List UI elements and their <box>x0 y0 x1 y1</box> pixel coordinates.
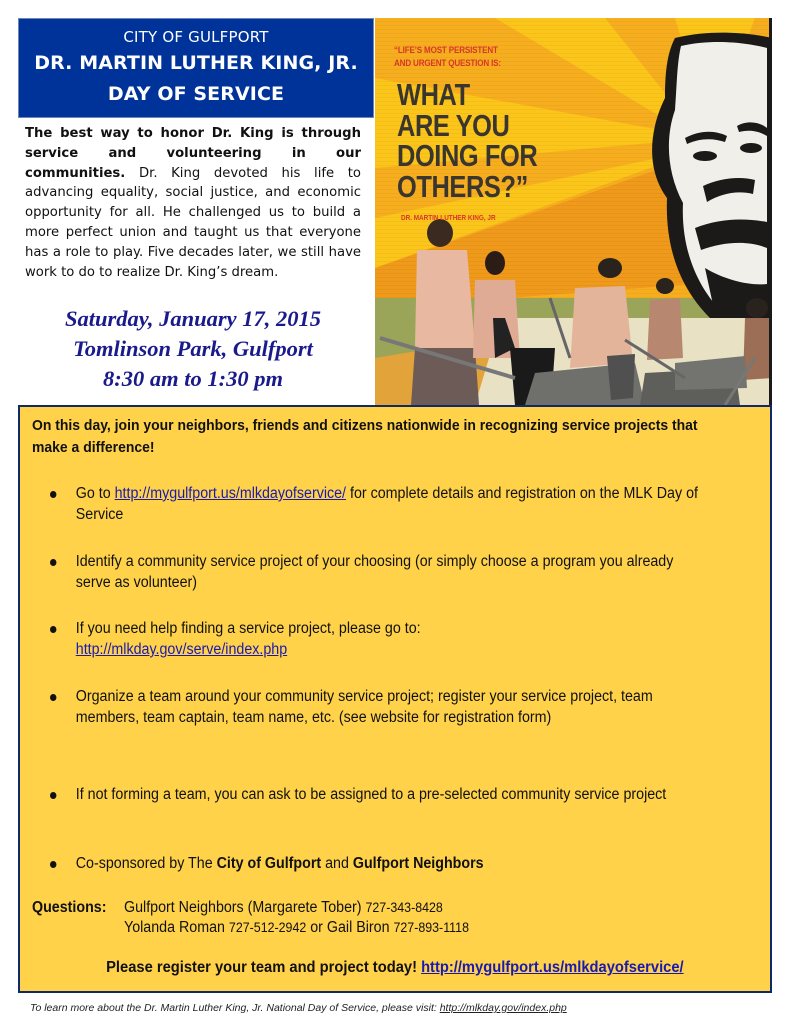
sponsor-city: City of Gulfport <box>216 855 322 872</box>
contact3-phone: 727-893-1118 <box>393 920 469 935</box>
bullet-item-organize <box>50 686 694 728</box>
mlkday-serve-link[interactable]: http://mlkday.gov/serve/index.php <box>75 641 288 658</box>
bullet-text: Co-sponsored by The <box>75 855 217 872</box>
bullet-text: Go to <box>75 485 115 502</box>
contact3-name: Gail Biron <box>326 919 394 936</box>
register-cta <box>20 959 770 977</box>
contact-or: or <box>306 919 327 936</box>
event-title-line1: DR. MARTIN LUTHER KING, JR. <box>34 52 358 74</box>
info-intro: On this day, join your neighbors, friends and citizens nationwide in recognizing service projects that make a difference! <box>32 417 698 456</box>
questions-label: Questions: <box>32 899 107 916</box>
event-date: Saturday, January 17, 2015 <box>64 306 322 331</box>
footer-mlkday-link[interactable]: http://mlkday.gov/index.php <box>439 1002 567 1014</box>
poster-headline-line3: DOING FOR <box>397 138 538 173</box>
bullet-text: If not forming a team, you can ask to be assigned to a pre-selected community service project <box>75 786 667 803</box>
bullet-text: If you need help finding a service project, please go to: <box>75 620 421 637</box>
header-banner <box>18 18 374 118</box>
poster-attribution: DR. MARTIN LUTHER KING, JR <box>401 213 496 222</box>
footer-text: To learn more about the Dr. Martin Luther King, Jr. National Day of Service, please visit: <box>30 1002 440 1014</box>
mlk-poster-image <box>375 18 772 405</box>
register-link[interactable]: http://mygulfport.us/mlkdayofservice/ <box>421 959 684 976</box>
info-box <box>18 405 772 993</box>
poster-quote-intro <box>394 44 501 70</box>
bullet-item-register <box>50 483 698 525</box>
bullet-icon <box>50 491 56 498</box>
event-time: 8:30 am to 1:30 pm <box>103 366 283 391</box>
bullet-icon <box>50 626 56 633</box>
bullet-text: and <box>321 855 353 872</box>
bullet-icon <box>50 792 56 799</box>
bullet-text: for complete details and registration on the MLK Day of Service <box>75 485 698 523</box>
mygulfport-link[interactable]: http://mygulfport.us/mlkdayofservice/ <box>114 485 347 502</box>
contact1-name: Gulfport Neighbors (Margarete Tober) <box>124 899 366 916</box>
poster-quote-intro-line2: AND URGENT QUESTION IS: <box>394 58 501 69</box>
bullet-item-help <box>50 618 694 660</box>
bullet-item-sponsors <box>50 853 694 874</box>
intro-body: Dr. King devoted his life to advancing equality, social justice, and economic opportunity for all. He challenged us to build a more perfect union and taught us that everyone has a role to play. Five decades later, we still have work to do to realize Dr. King’s dream. <box>25 165 361 280</box>
contact2-phone: 727-512-2942 <box>228 920 307 935</box>
bullet-item-assigned <box>50 784 694 805</box>
city-name: CITY OF GULFPORT <box>123 28 269 46</box>
bullet-item-identify <box>50 551 694 593</box>
poster-quote-headline <box>397 77 538 204</box>
poster-headline-line1: WHAT <box>397 77 470 112</box>
event-details <box>25 304 361 394</box>
bullet-text: Organize a team around your community service project; register your service project, team members, team captain, team name, etc. (see website for registration form) <box>75 688 653 726</box>
poster-headline-line4: OTHERS?” <box>397 168 528 204</box>
bullet-icon <box>50 559 56 566</box>
bullet-text: Identify a community service project of your choosing (or simply choose a program you already serve as volunteer) <box>75 553 674 591</box>
intro-paragraph <box>25 124 361 282</box>
questions-contacts <box>32 898 676 938</box>
sponsor-neighbors: Gulfport Neighbors <box>352 855 484 872</box>
bullet-icon <box>50 861 56 868</box>
intro-lead: The best way to honor Dr. King is through service and volunteering in our communities. <box>25 126 361 181</box>
contact2-name: Yolanda Roman <box>124 919 229 936</box>
register-text: Please register your team and project today! <box>106 959 422 976</box>
poster-quote-intro-line1: “LIFE’S MOST PERSISTENT <box>394 45 498 56</box>
contact1-phone: 727-343-8428 <box>365 900 443 915</box>
bullet-icon <box>50 694 56 701</box>
footer-note <box>30 1002 770 1014</box>
event-title-line2: DAY OF SERVICE <box>107 83 285 105</box>
event-location: Tomlinson Park, Gulfport <box>73 336 313 361</box>
poster-headline-line2: ARE YOU <box>397 107 510 143</box>
